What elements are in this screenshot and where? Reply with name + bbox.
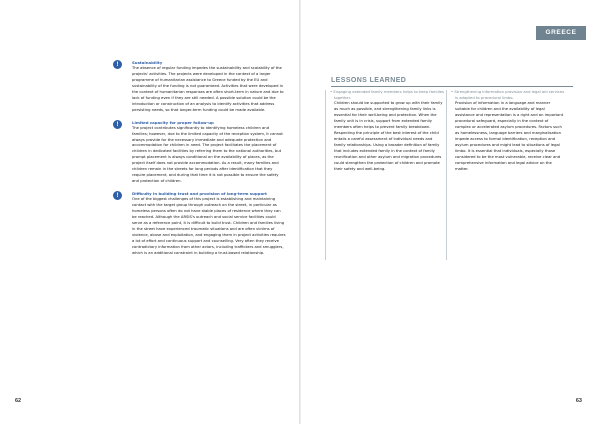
heading-rule: [331, 86, 573, 87]
lesson-item-information-provision: [451, 90, 565, 173]
challenges-column: [118, 60, 286, 263]
column-divider: [325, 90, 326, 260]
page-gutter: [299, 0, 301, 424]
page-number-left: 62: [15, 398, 22, 404]
exclamation-icon: !: [113, 60, 122, 69]
note-title: Limited capacity for proper follow-up: [132, 119, 214, 125]
column-divider: [446, 90, 447, 260]
lesson-heading: • Engaging extended family members helps to keep families together.: [330, 90, 444, 100]
lesson-heading: • Strengthening information provision and legal aid services is adapted to procedural limbo.: [451, 90, 565, 100]
page-number-right: 63: [575, 398, 582, 404]
note-limited-capacity: [118, 120, 286, 186]
note-title: Sustainability: [132, 60, 163, 65]
exclamation-icon: !: [113, 120, 122, 129]
note-building-trust: [118, 191, 286, 257]
exclamation-icon: !: [113, 191, 122, 200]
lessons-learned-heading: LESSONS LEARNED: [331, 77, 407, 84]
note-body: The absence of regular funding impedes the sustainability and scalability of the projects' activities. The projects were developed in the context of a larger programme of humanitarian assistance to Greece funded by the EU and sustainability of the funding is not guaranteed. Activities that were developed in the context of humanitarian responses are often short-term in nature and due to lack of funding even if they are still needed. A possible solution could be the introduction or construction of an analysis to identify activities that address persisting needs, so that longer-term funding could be made available.: [132, 66, 284, 112]
lesson-body: Provision of information in a language and manner suitable for children and the availability of legal assistance and representation is a right and an important procedural safeguard, especially in the context of complex or accelerated asylum procedures. Factors such as homelessness, language barriers and marginalisation impede access to formal identification, reception and asylum procedures and might lead to situations of legal limbo. It is essential that individuals, especially those considered to be the most vulnerable, receive clear and comprehensive information and legal advice on the matter.: [455, 101, 564, 171]
note-sustainability: [118, 60, 286, 114]
note-title: Difficulty in building trust and provision of long-term support: [132, 191, 267, 197]
note-body: The project contributes significantly to identifying homeless children and families; however, due to the limited capacity of the reception system, it cannot always provide for the necessary immediate and adequate protection and accommodation for children in need. The project facilitates the placement of children in dedicated facilities by referring them to the national authorities, but prompt placement is always conditional on the availability of places, as the project itself does not provide accommodation. As a result, many families and children remain in the streets for long periods after identification that they require placement, and during that time it is not possible to ensure the safety and protection of children.: [132, 125, 283, 184]
lesson-body: Children should be supported to grow up with their family as much as possible, and strengthening family links is essential for their well-being and protection. When the family unit is in crisis, support from extended family members often helps to prevent family breakdown. Respecting the principle of the best interest of the child entails a careful assessment of individual needs and family relationships. Using a broader definition of family that includes extended family in the context of family reunification and other asylum and migration procedures could strengthen the protection of children and promote their safety and well-being.: [334, 101, 443, 171]
lesson-item-extended-family: [330, 90, 444, 173]
country-tab: GREECE: [536, 26, 586, 40]
note-body: One of the biggest challenges of this project is establishing and maintaining contact with the target group through outreach on the street, in particular as homeless persons often do not have stable places of residence where they can be reached. Although the ARSIS's outreach and social service facilities could serve as a reference point, it is difficult to build trust. Children and families living in the street have experienced traumatic situations and are often victims of violence, abuse and exploitation, and engaging them in project activities requires a lot of effort and continuous support and counselling. Very often they receive contradictory information from other actors, including traffickers and smugglers, which is an additional constraint in building a trust-based relationship.: [132, 197, 286, 255]
